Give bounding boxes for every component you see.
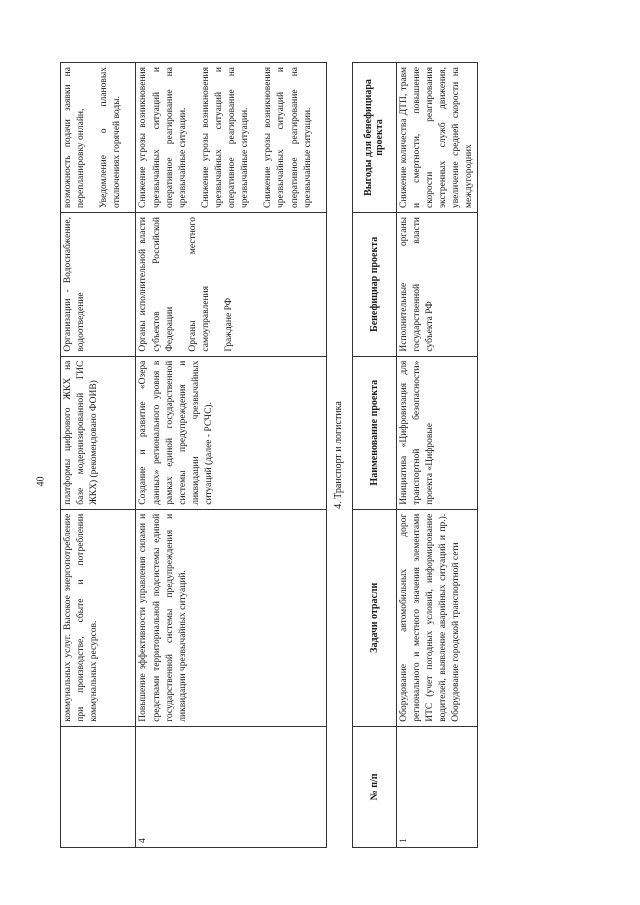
section-title: 4. Транспорт и логистика [326, 63, 352, 848]
row-number: 1 [396, 726, 478, 847]
benefits-cell [61, 63, 136, 213]
beneficiary-item: Органы исполнительной власти субъектов Российской Федерации [138, 217, 175, 352]
row-number [61, 726, 136, 847]
benefit-item: Снижение угрозы возникновения чрезвычайных ситуаций и оперативное реагирование на чрезвычайные ситуации. [200, 67, 251, 209]
rotated-table-container [60, 62, 610, 848]
projects-table [60, 62, 478, 848]
header-task: Задачи отрасли [352, 509, 396, 726]
header-project: Наименование проекта [352, 356, 396, 509]
project-cell: Инициатива «Цифровизация для транспортной безопасности» проекта «Цифровые [396, 356, 478, 509]
benefits-cell: Снижение количества ДТП, травм и смертности, повышение скорости реагирования экстренных служб движения, увеличение средней скорости на междугородних [396, 63, 478, 213]
header-num: № п/п [352, 726, 396, 847]
benefit-item: Уведомление о плановых отключениях горячей воды. [99, 67, 123, 209]
project-cell: Создание и развитие «Озера данных» регионального уровня в рамках единой государственной системы предупреждения и ликвидации чрезвычайных ситуаций (далее - РСЧС). [136, 356, 326, 509]
table-row [396, 63, 478, 848]
task-cell: коммунальных услуг. Высокое энергопотребление при производстве, сбыте и потреблении коммунальных ресурсов. [61, 509, 136, 726]
benefit-item: возможность подачи заявки на перепланировку онлайн, [63, 67, 87, 209]
benefit-item: Снижение угрозы возникновения чрезвычайных ситуаций и оперативное реагирование на чрезвычайные ситуации. [263, 67, 313, 209]
section-row [326, 63, 352, 848]
beneficiary-cell [136, 213, 326, 357]
project-cell: платформы цифрового ЖКХ на базе модернизированной ГИС ЖКХ) (рекомендовано ФОИВ) [61, 356, 136, 509]
beneficiary-item: Органы местного самоуправления [187, 217, 211, 352]
beneficiary-cell: Исполнительные органы государственной власти субъекта РФ [396, 213, 478, 357]
task-cell: Повышение эффективности управления силами и средствами территориальной подсистемы единой государственной системы предупреждения и ликвидации чрезвычайных ситуаций. [136, 509, 326, 726]
header-row [352, 63, 396, 848]
row-number: 4 [136, 726, 326, 847]
table-row [136, 63, 326, 848]
benefits-cell [136, 63, 326, 213]
header-beneficiary: Бенефициар проекта [352, 213, 396, 357]
benefit-item: Снижение угрозы возникновения чрезвычайных ситуаций и оперативное реагирование на чрезвычайные ситуации. [138, 67, 188, 209]
table-row [61, 63, 136, 848]
header-benefits: Выгоды для бенефициара проекта [352, 63, 396, 213]
task-cell: Оборудование автомобильных дорог регионального и местного значения элементами ИТС (учет погодных условий, информирование водителей, выявление аварийных ситуаций и пр.). Оборудование городской транспортной сети [396, 509, 478, 726]
page-number: 40 [35, 476, 47, 487]
beneficiary-cell: Организации - Водоснабжение, водоотведение [61, 213, 136, 357]
beneficiary-item: Граждане РФ [223, 297, 234, 352]
